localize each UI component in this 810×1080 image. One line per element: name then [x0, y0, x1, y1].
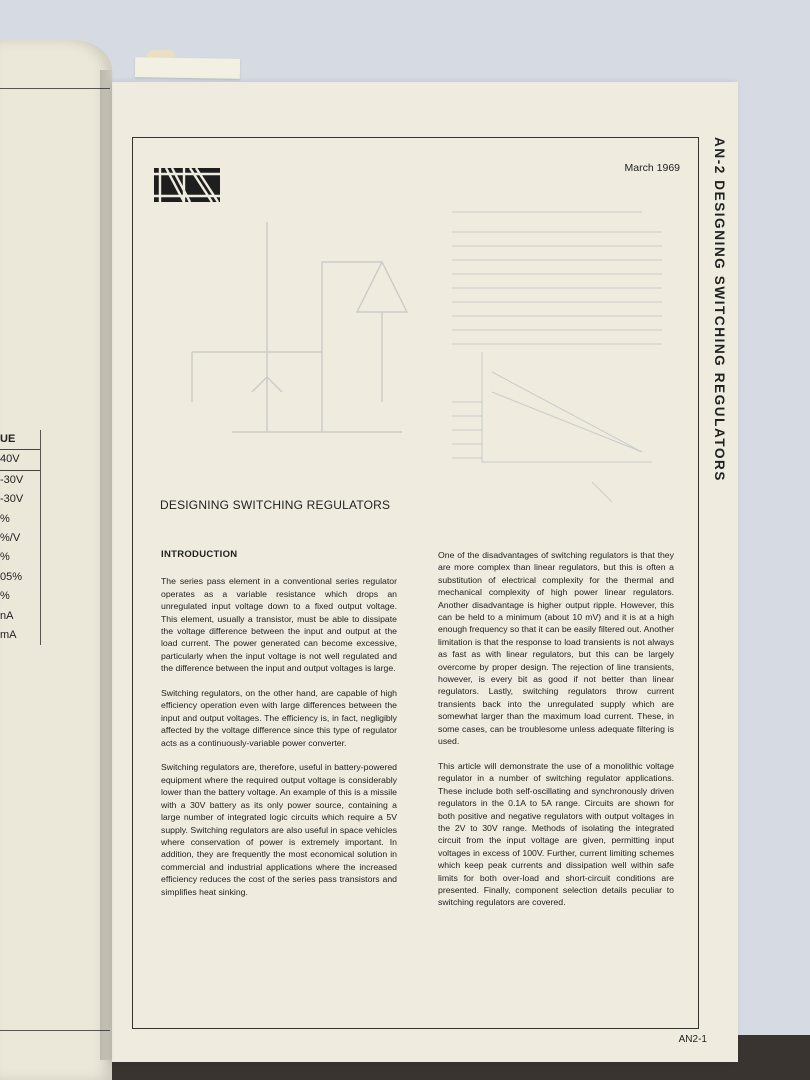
show-through-graph — [442, 202, 672, 502]
bookmark-slip — [135, 57, 240, 79]
document-page — [112, 82, 738, 1062]
table-fragment-cell: UE — [0, 430, 40, 450]
table-fragment-cell: -30V — [0, 493, 24, 506]
left-text-column — [161, 549, 397, 910]
previous-page — [0, 40, 112, 1080]
ns-logo-icon — [154, 168, 220, 202]
previous-page-bottom-rule — [0, 1030, 110, 1031]
table-fragment-cell: -30V — [0, 473, 24, 486]
paragraph: One of the disadvantages of switching regulators is that they are more complex than linear regulators, but this is often a substitution of electrical complexity for the thermal and mechanical complexity of high power linear regulators. Another disadvantage is higher output ripple. However, this can be held to a minimum (about 10 mV) and it is at a high enough frequency so that it can be easily filtered out. Another limitation is that the response to load transients is not always as fast as with linear regulators, but this can be largely overcome by proper design. The rejection of line transients, however, is every bit as good if not better than linear regulators. Lastly, switching regulators throw current transients back into the unregulated supply which are somewhat larger than the maximum load current. These, in some cases, can be troublesome unless adequate filtering is used. — [438, 550, 674, 747]
paragraph: Switching regulators, on the other hand, are capable of high efficiency operation even with large differences between the input and output voltages. The efficiency is, in fact, negligibly affected by the voltage difference since this type of regulator acts as a continuously-variable power converter. — [161, 688, 397, 748]
previous-page-top-rule — [0, 88, 110, 89]
paragraph: This article will demonstrate the use of a monolithic voltage regulator in a number of switching regulator applications. These include both self-oscillating and synchronously driven regulators in the 0.1A to 5A range. Circuits are shown for both positive and negative regulators with output voltages in the 2V to 30V range. Methods of isolating the integrated circuit from the input voltage are given, permitting input voltages in excess of 100V. Further, current limiting schemes which keep peak currents and dissipation well within safe limits for both over-load and short-circuit conditions are presented. Finally, component selection details peculiar to switching regulators are covered. — [438, 760, 674, 908]
table-fragment-cell: 40V — [0, 450, 40, 470]
table-fragment-cell: nA — [0, 609, 14, 622]
spine-shadow — [100, 70, 114, 1060]
section-heading: INTRODUCTION — [161, 549, 238, 560]
paragraph: Switching regulators are, therefore, useful in battery-powered equipment where the required output voltage is considerably lower than the battery voltage. An example of this is a missile with a 30V battery as its only power source, containing a large number of integrated logic circuits which require a 5V supply. Switching regulators are also useful in space vehicles where conservation of power is extremely important. In addition, they are frequently the most economical solution in commercial and industrial applications where the increased efficiency reduces the cost of the series pass transistors and simplifies heat sinking. — [161, 762, 397, 897]
vertical-side-title: AN-2 DESIGNING SWITCHING REGULATORS — [712, 137, 727, 483]
publication-date: March 1969 — [624, 162, 680, 174]
table-fragment-cell: 05% — [0, 570, 23, 583]
table-fragment-cell: % — [0, 512, 10, 525]
table-fragment-cell: % — [0, 551, 10, 564]
right-text-column — [438, 549, 674, 921]
page-number: AN2-1 — [678, 1034, 707, 1045]
paragraph: The series pass element in a conventional series regulator operates as a variable resistance which drops an unregulated input voltage down to a fixed output voltage. This element, usually a transistor, must be able to dissipate the voltage difference between the input and output at the load current. The power generated can become excessive, particularly when the input voltage is not well regulated and the difference between the input and output voltages is large. — [161, 576, 397, 674]
table-fragment-cell: mA — [0, 628, 17, 641]
show-through-schematic — [172, 202, 412, 462]
document-title: DESIGNING SWITCHING REGULATORS — [160, 498, 391, 512]
table-fragment-cell: %/V — [0, 531, 21, 544]
table-fragment-cell: % — [0, 590, 10, 603]
previous-page-table-fragment — [0, 430, 41, 645]
